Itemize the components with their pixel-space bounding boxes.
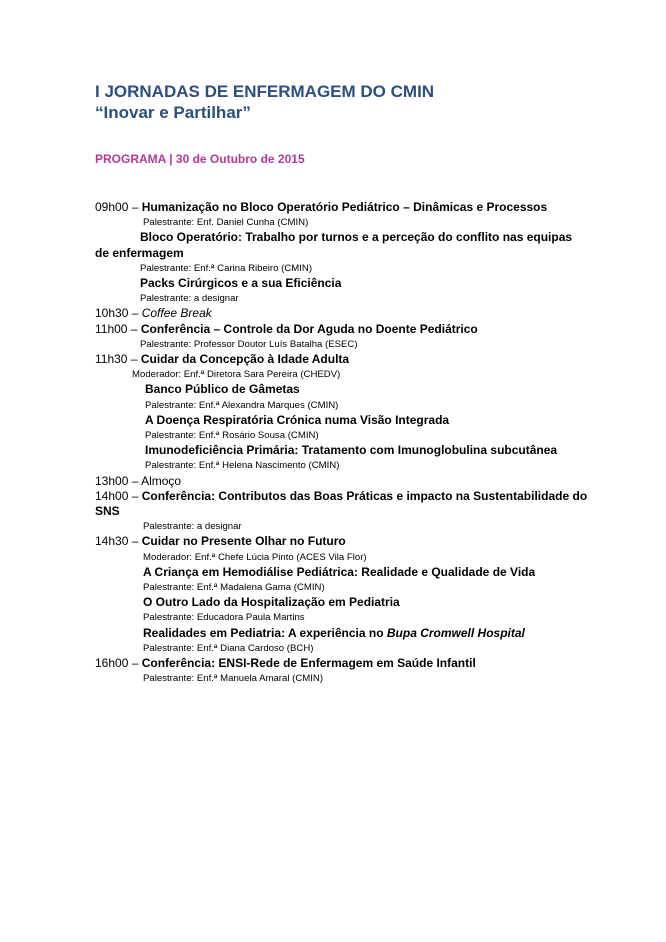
speaker: Palestrante: Enf.ª Diana Cardoso (BCH) — [143, 642, 314, 654]
session-time: 10h30 – — [95, 306, 142, 321]
session-1030 — [95, 306, 575, 321]
speaker: Palestrante: Enf.ª Manuela Amaral (CMIN) — [143, 673, 324, 685]
session-title: Cuidar no Presente Olhar no Futuro — [141, 534, 346, 549]
talk-title: Packs Cirúrgicos e a sua Eficiência — [140, 276, 342, 291]
talk-title: Banco Público de Gâmetas — [145, 382, 300, 397]
speaker: Palestrante: Enf.ª Madalena Gama (CMIN) — [143, 582, 325, 594]
speaker: Palestrante: Enf. Daniel Cunha (CMIN) — [143, 217, 309, 229]
talk-title-continued: de enfermagem — [95, 245, 184, 260]
session-title: Humanização no Bloco Operatório Pediátrico – Dinâmicas e Processos — [141, 200, 548, 214]
talk-title: A Criança em Hemodiálise Pediátrica: Realidade e Qualidade de Vida — [143, 564, 536, 579]
speaker: Palestrante: Enf.ª Rosário Sousa (CMIN) — [145, 430, 319, 442]
talk-title: Imunodeficiência Primária: Tratamento com Imunoglobulina subcutânea — [145, 443, 558, 458]
session-time: 13h00 – — [95, 473, 142, 488]
session-time: 11h30 – — [95, 352, 141, 367]
session-1400 — [95, 488, 588, 504]
session-1600 — [95, 656, 575, 671]
speaker: Palestrante: a designar — [140, 293, 239, 305]
speaker: Palestrante: Professor Doutor Luís Batalha (ESEC) — [140, 338, 358, 350]
event-title: I JORNADAS DE ENFERMAGEM DO CMIN — [95, 82, 435, 101]
event-subtitle: “Inovar e Partilhar” — [95, 103, 251, 122]
program-date-heading: PROGRAMA | 30 de Outubro de 2015 — [95, 152, 305, 166]
session-title: Almoço — [141, 473, 182, 488]
moderator: Moderador: Enf.ª Diretora Sara Pereira (CHEDV) — [132, 369, 341, 381]
session-1100 — [95, 322, 575, 337]
session-1300 — [95, 474, 575, 489]
moderator: Moderador: Enf.ª Chefe Lúcia Pinto (ACES Vila Flor) — [143, 551, 367, 563]
talk-title: A Doença Respiratória Crónica numa Visão Integrada — [145, 412, 450, 427]
talk-title: O Outro Lado da Hospitalização em Pediatria — [143, 595, 400, 610]
speaker: Palestrante: Enf.ª Alexandra Marques (CMIN) — [145, 399, 339, 411]
document-page — [95, 82, 588, 687]
hospital-name: Bupa Cromwell Hospital — [386, 625, 525, 640]
session-title: Coffee Break — [141, 306, 212, 321]
session-time: 11h00 – — [95, 321, 141, 336]
talk-title-text: Realidades em Pediatria: A experiência no — [143, 625, 387, 640]
session-1130 — [95, 352, 575, 367]
session-title: Conferência – Controle da Dor Aguda no Doente Pediátrico — [140, 321, 478, 336]
session-title: Cuidar da Concepção à Idade Adulta — [140, 352, 350, 367]
schedule — [95, 200, 588, 687]
session-0900 — [95, 200, 575, 215]
talk-title: Bloco Operatório: Trabalho por turnos e a perceção do conflito nas equipas — [140, 230, 573, 245]
speaker: Palestrante: Enf.ª Helena Nascimento (CMIN) — [145, 460, 340, 472]
session-title: Conferência: ENSI-Rede de Enfermagem em Saúde Infantil — [141, 656, 476, 671]
session-time: 14h30 – — [95, 534, 142, 549]
talk-title — [95, 626, 575, 641]
speaker: Palestrante: a designar — [143, 521, 242, 533]
session-time: 16h00 – — [95, 656, 142, 671]
session-time: 14h00 – — [95, 488, 142, 503]
session-time: 09h00 – — [95, 200, 142, 214]
speaker: Palestrante: Educadora Paula Martins — [143, 612, 305, 624]
session-1430 — [95, 534, 575, 549]
session-title: Conferência: Contributos das Boas Práticas e impacto na Sustentabilidade do — [141, 488, 588, 503]
session-title-continued: SNS — [95, 504, 120, 519]
speaker: Palestrante: Enf.ª Carina Ribeiro (CMIN) — [140, 262, 313, 274]
